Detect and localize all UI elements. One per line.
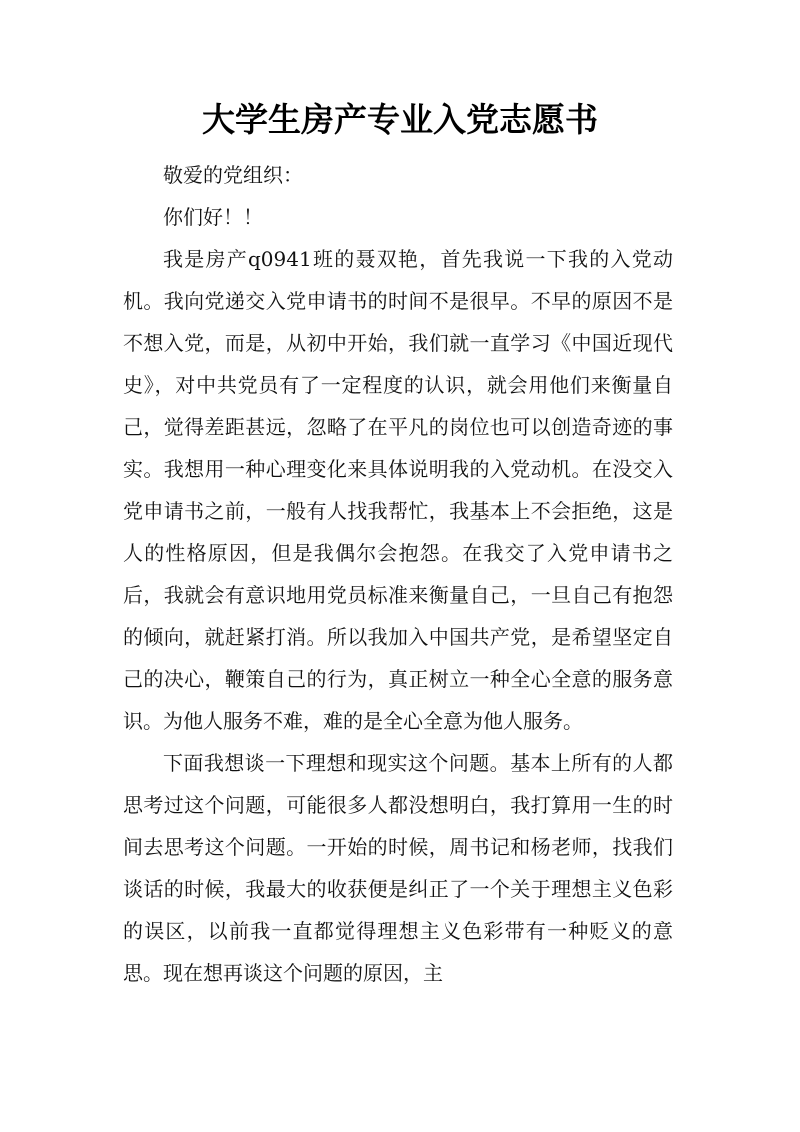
greeting: 你们好！！	[163, 205, 263, 229]
paragraph-1: 我是房产q0941班的聂双艳，首先我说一下我的入党动机。我向党递交入党申请书的时间不是很早。不早的原因不是不想入党，而是，从初中开始，我们就一直学习《中国近现代史》，对中共党员有了一定程度的认识，就会用他们来衡量自己，觉得差距甚远，忽略了在平凡的岗位也可以创造奇迹的事实。我想用一种心理变化来具体说明我的入党动机。在没交入党申请书之前，一般有人找我帮忙，我基本上不会拒绝，这是人的性格原因，但是我偶尔会抱怨。在我交了入党申请书之后，我就会有意识地用党员标准来衡量自己，一旦自己有抱怨的倾向，就赶紧打消。所以我加入中国共产党，是希望坚定自己的决心，鞭策自己的行为，真正树立一种全心全意的服务意识。为他人服务不难，难的是全心全意为他人服务。	[123, 247, 673, 733]
paragraph-2: 下面我想谈一下理想和现实这个问题。基本上所有的人都思考过这个问题，可能很多人都没想明白，我打算用一生的时间去思考这个问题。一开始的时候，周书记和杨老师，找我们谈话的时候，我最大的收获便是纠正了一个关于理想主义色彩的误区，以前我一直都觉得理想主义色彩带有一种贬义的意思。现在想再谈这个问题的原因，主	[123, 751, 673, 985]
document-title: 大学生房产专业入党志愿书	[202, 100, 598, 139]
document-body	[123, 154, 673, 994]
salutation: 敬爱的党组织：	[163, 163, 303, 187]
